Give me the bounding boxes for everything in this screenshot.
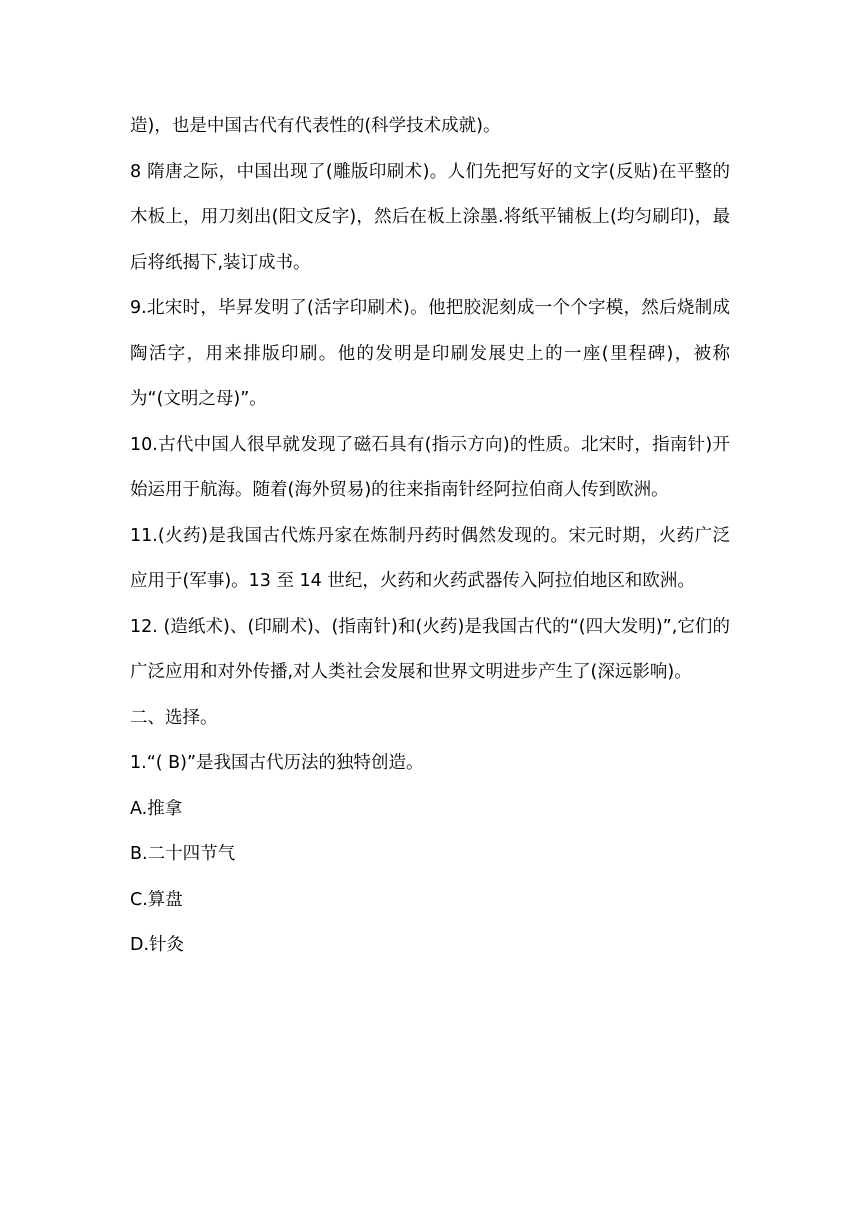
option-c: C.算盘 (130, 889, 183, 910)
paragraph-9: 9.北宋时，毕昇发明了(活字印刷术)。他把胶泥刻成一个个字模，然后烧制成陶活字，用来排版印刷。他的发明是印刷发展史上的一座(里程碑)，被称为“(文明之母)”。 (130, 298, 730, 409)
option-a: A.推拿 (130, 798, 183, 819)
section-heading: 二、选择。 (130, 707, 218, 728)
option-d: D.针灸 (130, 935, 185, 955)
paragraph-11: 11.(火药)是我国古代炼丹家在炼制丹药时偶然发现的。宋元时期，火药广泛应用于(军事)。13 至 14 世纪，火药和火药武器传入阿拉伯地区和欧洲。 (130, 525, 730, 591)
paragraph-10: 10.古代中国人很早就发现了磁石具有(指示方向)的性质。北宋时，指南针)开始运用于航海。随着(海外贸易)的往来指南针经阿拉伯商人传到欧洲。 (130, 434, 730, 500)
paragraph-12: 12. (造纸术)、(印刷术)、(指南针)和(火药)是我国古代的“(四大发明)”,它们的广泛应用和对外传播,对人类社会发展和世界文明进步产生了(深远影响)。 (130, 616, 730, 682)
paragraph-8: 8 隋唐之际，中国出现了(雕版印刷术)。人们先把写好的文字(反贴)在平整的木板上，用刀刻出(阳文反字)，然后在板上涂墨.将纸平铺板上(均匀刷印)，最后将纸揭下,装订成书。 (130, 161, 730, 273)
document-body (130, 104, 730, 969)
question-stem: 1.“( B)”是我国古代历法的独特创造。 (130, 753, 424, 773)
paragraph-7-continued: 造)，也是中国古代有代表性的(科学技术成就)。 (130, 116, 501, 136)
option-b: B.二十四节气 (130, 844, 236, 864)
